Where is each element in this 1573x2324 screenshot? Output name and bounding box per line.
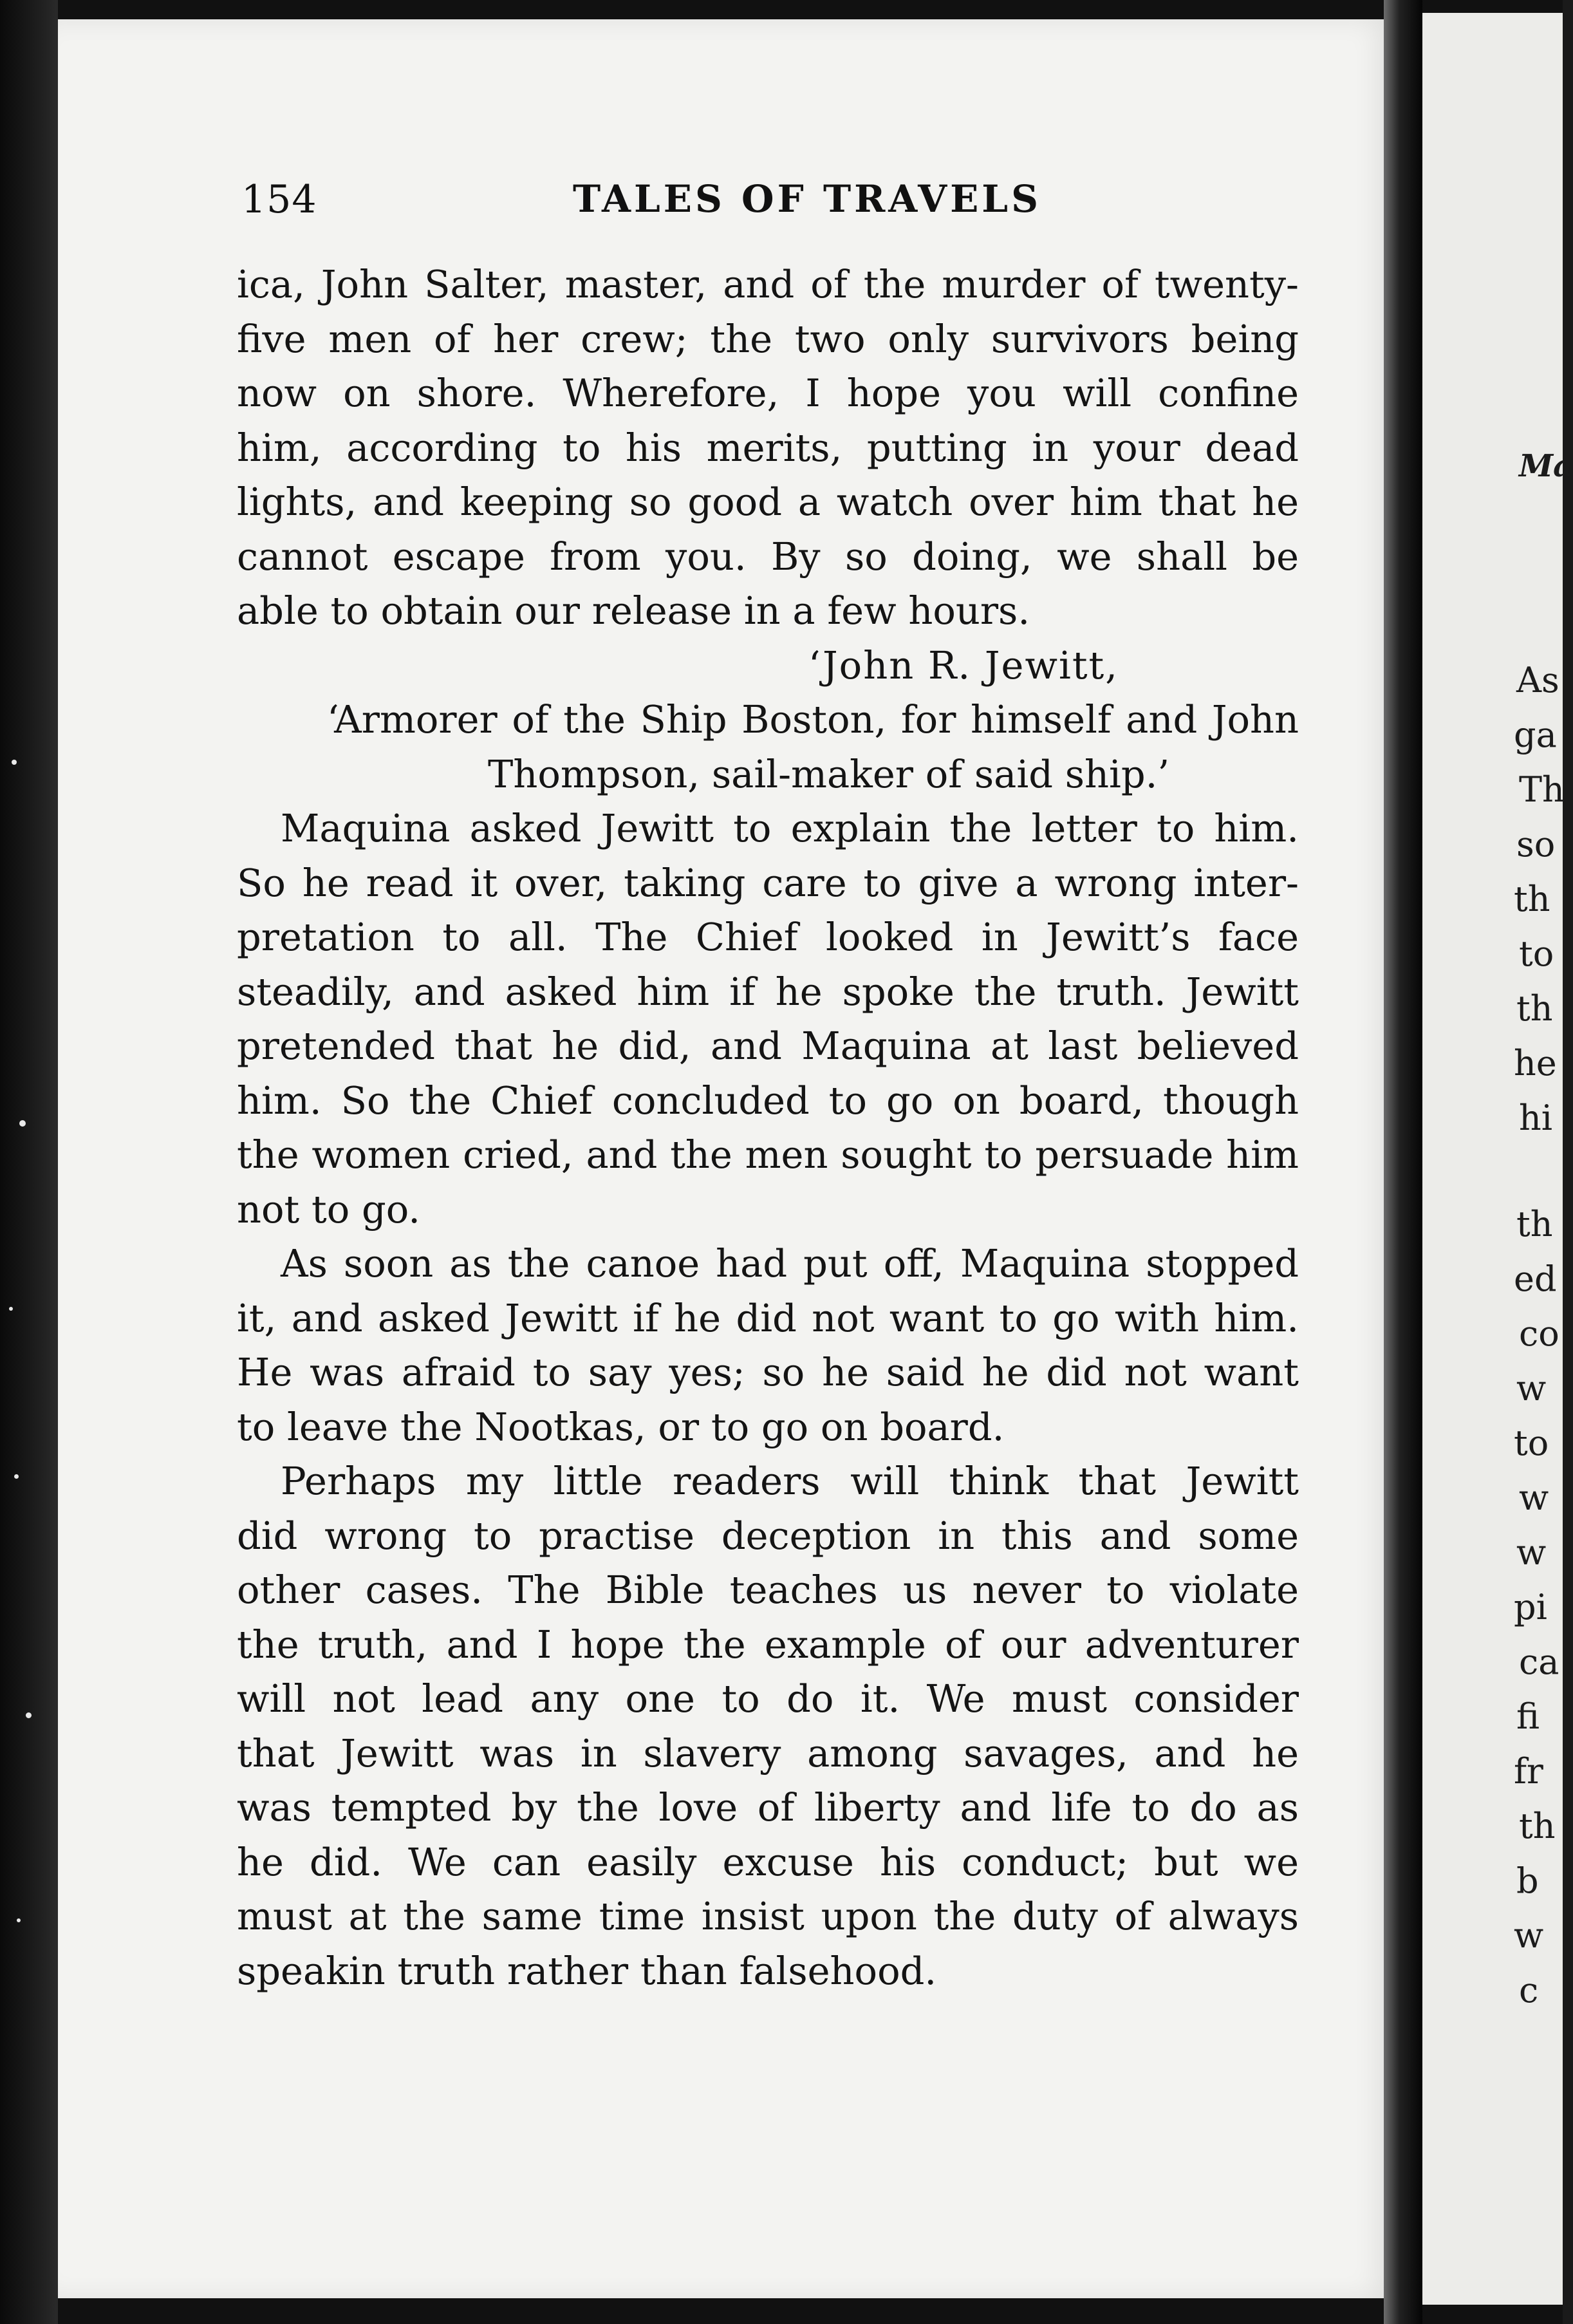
text-line: speakin truth rather than falsehood. xyxy=(237,1948,937,1993)
text-line: the truth, and I hope the example of our adventurer xyxy=(237,1622,1299,1667)
adjacent-page-text: b xyxy=(1516,1860,1539,1901)
running-title: TALES OF TRAVELS xyxy=(573,177,1041,221)
adjacent-page-text: ga xyxy=(1514,715,1557,755)
text-line: pretended that he did, and Maquina at last believed xyxy=(237,1024,1299,1068)
text-line: other cases. The Bible teaches us never to violate xyxy=(237,1568,1299,1612)
adjacent-page-text: fi xyxy=(1516,1696,1540,1737)
scan-speck xyxy=(14,1474,19,1479)
adjacent-page-text: pi xyxy=(1514,1587,1547,1627)
text-line: pretation to all. The Chief looked in Jewitt’s face xyxy=(237,915,1299,959)
text-line: ‘Armorer of the Ship Boston, for himself and John xyxy=(327,697,1299,742)
text-line: lights, and keeping so good a watch over him that he xyxy=(237,480,1299,524)
adjacent-page-text: th xyxy=(1516,988,1553,1029)
adjacent-page-text: th xyxy=(1519,1806,1556,1846)
scan-speck xyxy=(9,1307,13,1311)
adjacent-page-text: c xyxy=(1519,1970,1539,2010)
text-line: now on shore. Wherefore, I hope you will confine xyxy=(237,371,1299,415)
text-line: that Jewitt was in slavery among savages, and he xyxy=(237,1730,1299,1776)
text-line: him. So the Chief concluded to go on board, though xyxy=(237,1078,1299,1123)
book-gutter xyxy=(1384,0,1422,2324)
adjacent-page-text: Th xyxy=(1519,769,1565,810)
text-line: will not lead any one to do it. We must consider xyxy=(237,1676,1299,1721)
text-line: five men of her crew; the two only survivors being xyxy=(237,316,1299,361)
adjacent-page-text: so xyxy=(1516,824,1556,865)
running-head xyxy=(241,177,1297,229)
adjacent-page-text: ca xyxy=(1519,1642,1559,1682)
text-line: must at the same time insist upon the duty of always xyxy=(237,1894,1299,1938)
body-text xyxy=(237,258,1299,1998)
scan-speck xyxy=(12,760,17,765)
adjacent-page-text: w xyxy=(1516,1368,1547,1409)
text-line: cannot escape from you. By so doing, we shall be xyxy=(237,534,1299,579)
adjacent-page-text: to xyxy=(1519,933,1554,974)
text-line: ‘John R. Jewitt, xyxy=(808,642,1119,688)
scan-speck xyxy=(26,1712,32,1718)
text-line: the women cried, and the men sought to persuade him xyxy=(237,1132,1299,1177)
adjacent-page-text: w xyxy=(1516,1532,1547,1573)
text-line: steadily, and asked him if he spoke the truth. Jewitt xyxy=(237,969,1299,1014)
text-line: Thompson, sail-maker of said ship.’ xyxy=(488,751,1170,796)
scan-speck xyxy=(19,1120,26,1127)
page-number: 154 xyxy=(241,177,317,222)
adjacent-page-text: ed xyxy=(1514,1259,1557,1299)
adjacent-page-text: fr xyxy=(1514,1751,1543,1792)
adjacent-page-text: to xyxy=(1514,1423,1549,1463)
text-line: not to go. xyxy=(237,1186,420,1232)
text-line: able to obtain our release in a few hours. xyxy=(237,588,1030,633)
adjacent-page-text: th xyxy=(1516,1204,1553,1244)
text-line: to leave the Nootkas, or to go on board. xyxy=(237,1404,1005,1449)
adjacent-page-text: w xyxy=(1514,1915,1544,1956)
adjacent-page-text: co xyxy=(1519,1313,1559,1354)
text-line: So he read it over, taking care to give a wrong inter- xyxy=(237,860,1299,905)
adjacent-page-text: w xyxy=(1519,1477,1549,1518)
adjacent-page-text: hi xyxy=(1519,1098,1553,1138)
text-line: ica, John Salter, master, and of the murder of twenty- xyxy=(237,262,1299,306)
text-line: Perhaps my little readers will think that Jewitt xyxy=(281,1459,1299,1503)
text-line: As soon as the canoe had put off, Maquina stopped xyxy=(281,1241,1299,1286)
adjacent-page-fragment xyxy=(1422,13,1573,2305)
text-line: it, and asked Jewitt if he did not want to go with him. xyxy=(237,1295,1299,1340)
adjacent-page-text: As xyxy=(1516,660,1559,700)
adjacent-page-text: th xyxy=(1514,879,1550,919)
text-line: was tempted by the love of liberty and life to do as xyxy=(237,1785,1299,1830)
text-line: did wrong to practise deception in this and some xyxy=(237,1513,1299,1558)
scan-speck xyxy=(17,1918,21,1922)
left-binding-edge xyxy=(0,0,58,2324)
text-line: him, according to his merits, putting in your dead xyxy=(237,425,1299,470)
text-line: He was afraid to say yes; so he said he did not want xyxy=(237,1350,1299,1394)
adjacent-page-text: he xyxy=(1514,1043,1557,1083)
adjacent-page-heading: Ma xyxy=(1519,448,1573,484)
text-line: he did. We can easily excuse his conduct; but we xyxy=(237,1839,1299,1884)
text-line: Maquina asked Jewitt to explain the letter to him. xyxy=(281,806,1299,850)
